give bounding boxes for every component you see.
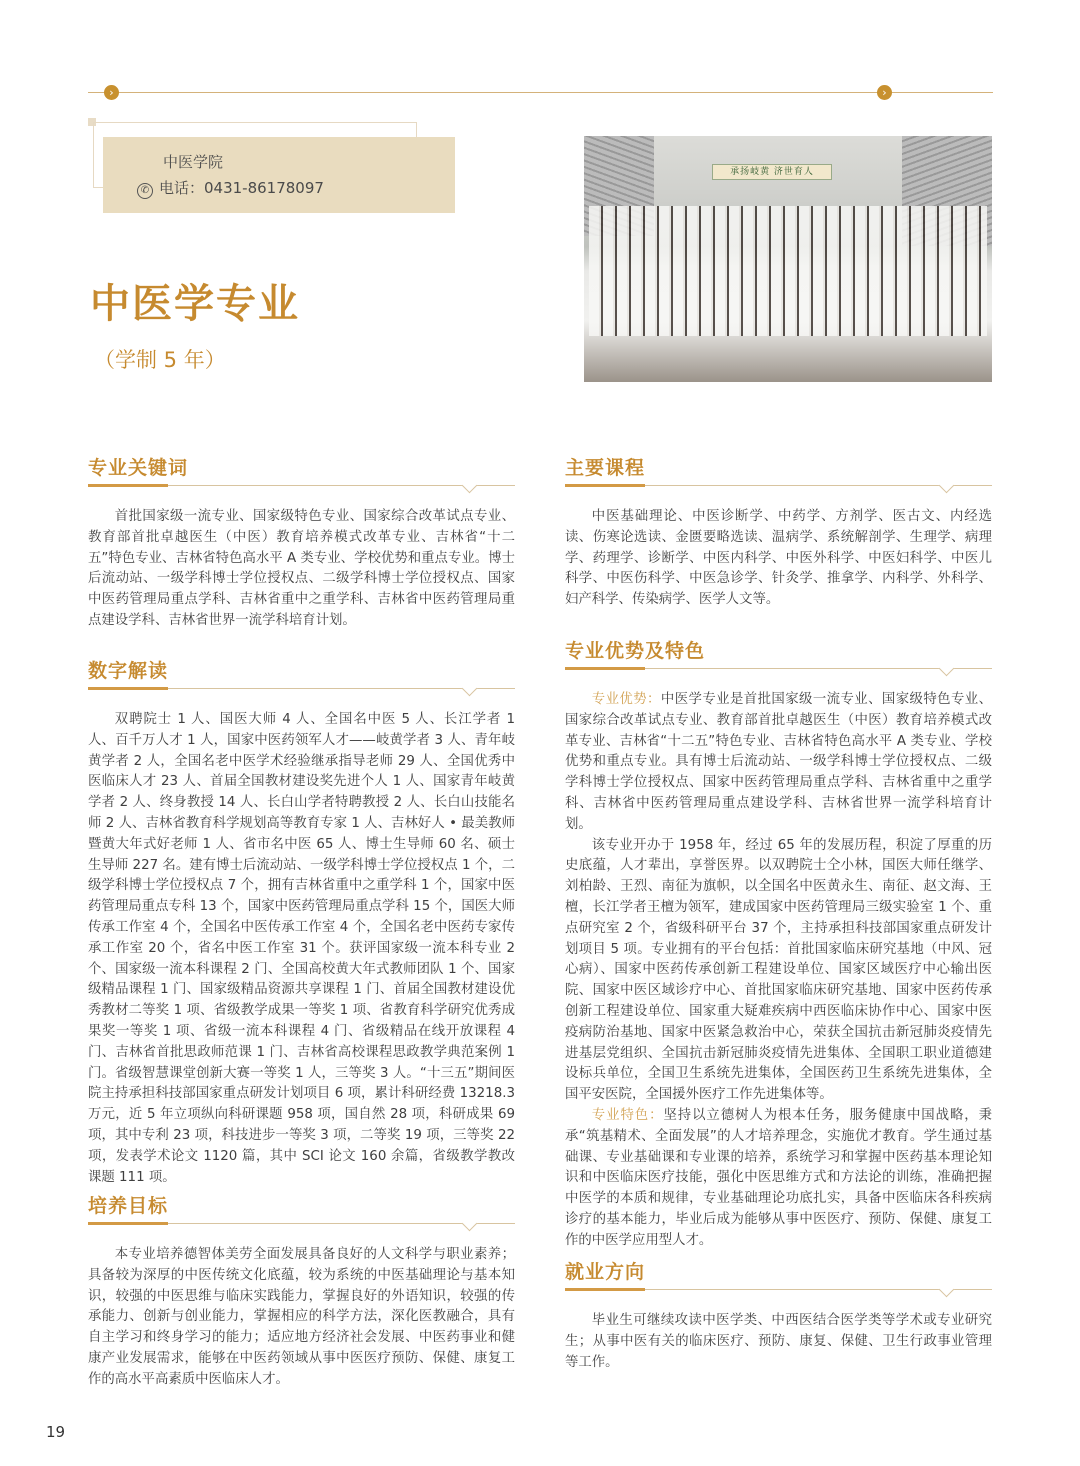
feature-text: 坚持以立德树人为根本任务，服务健康中国战略，秉承“筑基精术、全面发展”的人才培养理念，实施优才教育。学生通过基础课、专业基础课和专业课的培养，系统学习和掌握中医药基本理论知识和中医临床医疗技能，强化中医思维方式和方法论的训练，准确把握中医学的本质和规律，专业基础理论功底扎实，具备中医临床各科疾病诊疗的基本能力，毕业后成为能够从事中医医疗、预防、保健、康复工作的中医学应用型人才。 [565,1107,993,1248]
section-heading: 专业优势及特色 [565,640,706,662]
section-heading: 专业关键词 [88,457,189,479]
section-keywords [88,453,515,632]
section-body: 中医基础理论、中医诊断学、中药学、方剂学、医古文、内经选读、伤寒论选读、金匮要略选读、温病学、系统解剖学、生理学、病理学、药理学、诊断学、中医内科学、中医外科学、中医妇科学、中医儿科学、中医伤科学、中医急诊学、针灸学、推拿学、内科学、外科学、妇产科学、传染病学、医学人文等。 [565,509,992,608]
section-body: 毕业生可继续攻读中医学类、中西医结合医学类等学术或专业研究生；从事中医有关的临床医疗、预防、康复、保健、卫生行政事业管理等工作。 [565,1313,992,1370]
section-rule [88,688,515,700]
history-paragraph: 该专业开办于 1958 年，经过 65 年的发展历程，积淀了厚重的历史底蕴，人才辈出，享誉医界。以双聘院士仝小林，国医大师任继学、刘柏龄、王烈、南征为旗帜，以全国名中医黄永生、南征、赵文海、王檀，长江学者王檀为领军，建成国家中医药管理局三级实验室 1 个、重点研究室 2 个，省级科研平台 37 个，主持承担科技部国家重点研发计划项目 5 项。专业拥有的平台包括：首批国家临床研究基地（中风、冠心病）、国家中医药传承创新工程建设单位、国家区域医疗中心输出医院、国家中医区域诊疗中心、首批国家临床研究基地、国家中医药传承创新工程建设单位、国家重大疑难疾病中西医临床协作中心、国家中医疫病防治基地、国家中医紧急救治中心，荣获全国抗击新冠肺炎疫情先进基层党组织、全国抗击新冠肺炎疫情先进集体、全国职工职业道德建设标兵单位，全国卫生系统先进集体，全国医药卫生系统先进集体，全国平安医院，全国援外医疗工作先进集体等。 [565,837,992,1103]
chevron-right-icon: › [104,85,119,100]
phone-line [137,177,324,199]
section-rule [88,485,515,497]
section-body: 双聘院士 1 人、国医大师 4 人、全国名中医 5 人、长江学者 1 人、百千万人才 1 人，国家中医药领军人才——岐黄学者 3 人、青年岐黄学者 2 人，全国名老中医学术经验继承指导老师 29 人、全国优秀中医临床人才 23 人、首届全国教材建设奖先进个人 1 人、国家青年岐黄学者 2 人、终身教授 14 人、长白山学者特聘教授 2 人、长白山技能名师 2 人、吉林省教育科学规划高等教育专家 1 人、吉林好人 • 最美教师暨黄大年式好老师 1 人、省市名中医 65 人、博士生导师 60 名、硕士生导师 227 名。建有博士后流动站、一级学科博士学位授权点 1 个，二级学科博士学位授权点 7 个，拥有吉林省重中之重学科 1 个，国家中医药管理局重点专科 13 个，国家中医药管理局重点学科 15 个，国医大师传承工作室 4 个，全国名中医传承工作室 4 个，全国名老中医药专家传承工作室 20 个，省名中医工作室 31 个。获评国家级一流本科专业 2 个、国家级一流本科课程 2 门、全国高校黄大年式教师团队 1 个、国家级精品课程 1 门、国家级精品资源共享课程 1 门、首届全国教材建设优秀教材二等奖 1 项、省级教学成果一等奖 1 项、省教育科学研究优秀成果奖一等奖 1 项、省级一流本科课程 4 门、省级精品在线开放课程 4 门、吉林省首批思政师范课 1 门、吉林省高校课程思政教学典范案例 1 门。省级智慧课堂创新大赛一等奖 1 人，三等奖 3 人。“十三五”期间医院主持承担科技部国家重点研发计划项目 6 项，累计科研经费 13218.3 万元，近 5 年立项纵向科研课题 958 项，国自然 28 项，科研成果 69 项，其中专利 23 项，科技进步一等奖 3 项，二等奖 19 项，三等奖 22 项，发表学术论文 1120 篇，其中 SCI 论文 160 余篇，省级教学教改课题 111 项。 [88,712,515,1185]
top-divider [88,92,993,93]
section-heading: 就业方向 [565,1261,646,1283]
phone-icon: ✆ [137,183,153,199]
photo-crowd [589,206,987,336]
section-rule [565,485,992,497]
section-goals [88,1191,515,1391]
department-name: 中医学院 [163,153,224,171]
section-heading: 主要课程 [565,457,646,479]
advantage-label: 专业优势： [591,692,661,707]
section-rule [565,1289,992,1301]
advantage-text: 中医学专业是首批国家级一流专业、国家级特色专业、国家综合改革试点专业、教育部首批卓越医生（中医）教育培养模式改革专业、吉林省“十二五”特色专业、吉林省特色高水平 A 类专业、学校优势和重点专业。具有博士后流动站、一级学科博士学位授权点、二级学科博士学位授权点、国家中医药管理局重点学科、吉林省重中之重学科、吉林省中医药管理局重点建设学科、吉林省世界一流学科培育计划。 [565,692,993,832]
contact-box [103,137,455,213]
section-rule [88,1223,515,1235]
page-title: 中医学专业 [90,281,300,327]
feature-paragraph [565,1106,992,1252]
chevron-right-icon: › [877,85,892,100]
phone-text: 电话：0431-86178097 [159,179,324,197]
photo-banner: 承扬岐黄 济世育人 [712,164,832,180]
group-photo [584,136,992,382]
advantage-paragraph [565,690,992,836]
section-features [565,636,992,1252]
section-body: 首批国家级一流专业、国家级特色专业、国家综合改革试点专业、教育部首批卓越医生（中医）教育培养模式改革专业、吉林省“十二五”特色专业、吉林省特色高水平 A 类专业、学校优势和重点专业。博士后流动站、一级学科博士学位授权点、二级学科博士学位授权点、国家中医药管理局重点学科、吉林省重中之重学科、吉林省中医药管理局重点建设学科、吉林省世界一流学科培育计划。 [88,509,515,628]
section-body: 本专业培养德智体美劳全面发展具备良好的人文科学与职业素养；具备较为深厚的中医传统文化底蕴，较为系统的中医基础理论与基本知识，较强的中医思维与临床实践能力，掌握良好的外语知识，较强的传承能力、创新与创业能力，掌握相应的科学方法，深化医教融合，具有自主学习和终身学习的能力；适应地方经济社会发展、中医药事业和健康产业发展需求，能够在中医药领域从事中医医疗预防、保健、康复工作的高水平高素质中医临床人才。 [88,1247,515,1387]
section-courses [565,453,992,611]
page-number: 19 [46,1423,66,1441]
page-subtitle: （学制 5 年） [94,348,226,372]
section-heading: 数字解读 [88,660,169,682]
feature-label: 专业特色： [591,1107,664,1123]
section-careers [565,1257,992,1373]
section-heading: 培养目标 [88,1195,169,1217]
section-rule [565,668,992,680]
section-numbers [88,656,515,1188]
